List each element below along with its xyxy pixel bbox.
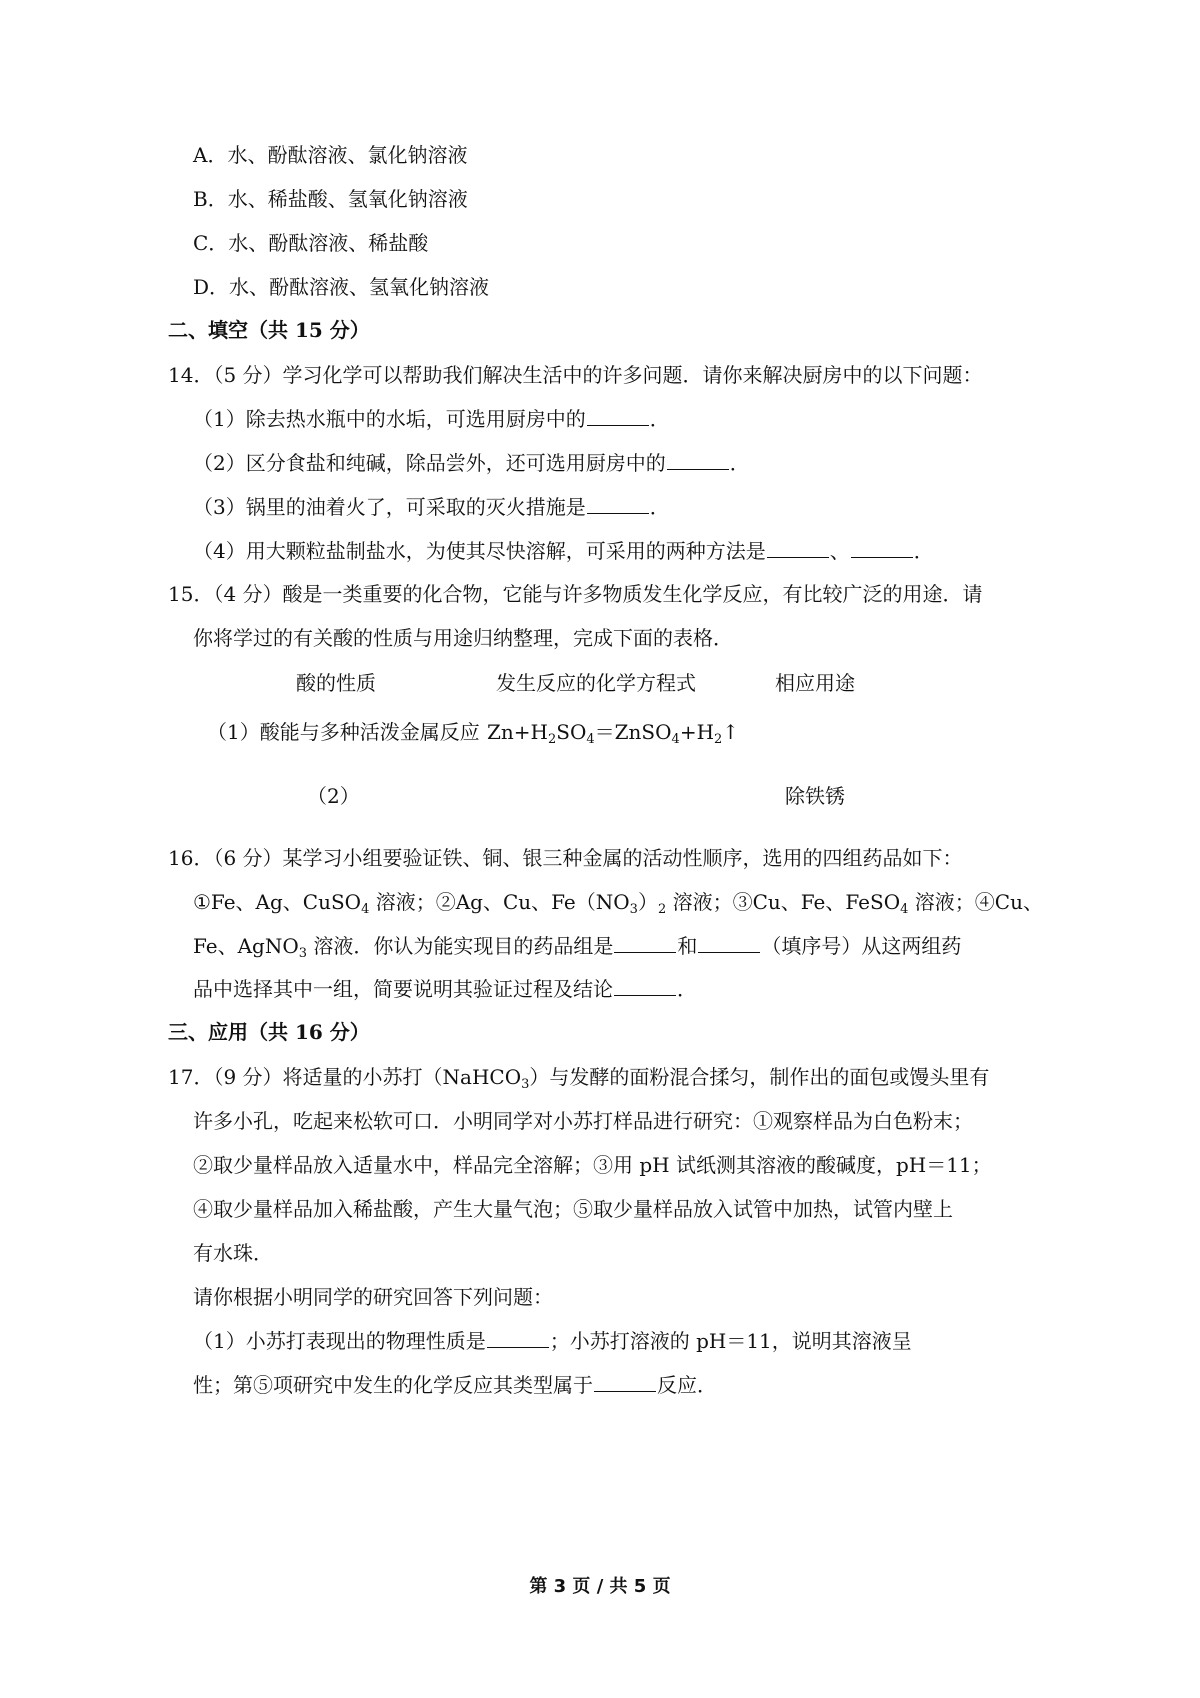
q16-line-2 (193, 888, 1043, 916)
gas-arrow: ↑ (722, 720, 740, 744)
q14-part-1-text: （1）除去热水瓶中的水垢，可选用厨房中的 (193, 407, 586, 431)
answer-blank[interactable] (851, 537, 913, 558)
q14-part-4-text: （4）用大颗粒盐制盐水，为使其尽快溶解，可采用的两种方法是 (193, 539, 766, 563)
q17-line-6: 请你根据小明同学的研究回答下列问题： (193, 1285, 553, 1309)
section-3-title: 三、应用（共 16 分） (168, 1020, 370, 1044)
eq-part: Zn+H (487, 720, 548, 744)
eq-sub: 4 (586, 732, 595, 747)
q14-part-2-text: （2）区分食盐和纯碱，除品尝外，还可选用厨房中的 (193, 451, 666, 475)
q14-stem: 14．（5 分）学习化学可以帮助我们解决生活中的许多问题．请你来解决厨房中的以下问题： (168, 363, 983, 387)
row-2-use: 除铁锈 (785, 784, 845, 808)
text: 溶液；④Cu、 (908, 890, 1043, 914)
q17-line-8 (193, 1371, 717, 1399)
sub: 2 (657, 902, 667, 917)
sub: 4 (900, 902, 909, 917)
period: ． (649, 495, 670, 519)
separator: 、 (829, 539, 850, 563)
text: 溶液；②Ag、Cu、Fe（NO (369, 890, 630, 914)
text: 品中选择其中一组，简要说明其验证过程及结论 (193, 977, 613, 1001)
eq-part: ＝ZnSO (594, 720, 672, 744)
section-2-title: 二、填空（共 15 分） (168, 318, 370, 342)
answer-blank[interactable] (698, 932, 760, 953)
sub: 4 (361, 902, 370, 917)
text: 溶液．你认为能实现目的药品组是 (307, 934, 614, 958)
option-c: C．水、酚酞溶液、稀盐酸 (193, 231, 429, 255)
text: 和 (677, 934, 698, 958)
table-header-equation: 发生反应的化学方程式 (496, 671, 696, 695)
table-header-use: 相应用途 (775, 671, 855, 695)
eq-sub: 2 (714, 732, 723, 747)
q16-line-4 (193, 975, 697, 1003)
table-header-property: 酸的性质 (296, 671, 376, 695)
text: Fe、AgNO (193, 934, 299, 958)
q14-part-3 (193, 493, 670, 521)
text: 反应． (657, 1373, 717, 1397)
q15-stem-1: 15．（4 分）酸是一类重要的化合物，它能与许多物质发生化学反应，有比较广泛的用途．请 (168, 582, 983, 606)
q17-line-7 (193, 1327, 912, 1355)
text: ）与发酵的面粉混合揉匀，制作出的面包或馒头里有 (529, 1065, 990, 1089)
sub: 3 (298, 946, 308, 961)
text: 性；第⑤项研究中发生的化学反应其类型属于 (193, 1373, 593, 1397)
q16-line-3 (193, 932, 961, 960)
row-1-property: （1）酸能与多种活泼金属反应 (207, 720, 480, 744)
row-1-equation (487, 718, 739, 746)
answer-blank[interactable] (594, 1371, 656, 1392)
text: ． (677, 977, 697, 1001)
option-b: B．水、稀盐酸、氢氧化钠溶液 (193, 187, 468, 211)
eq-part: +H (679, 720, 715, 744)
period: ． (913, 539, 934, 563)
answer-blank[interactable] (614, 975, 676, 996)
text: 溶液；③Cu、Fe、FeSO (666, 890, 901, 914)
q17-line-5: 有水珠． (193, 1241, 273, 1265)
eq-part: SO (556, 720, 587, 744)
q17-line-2: 许多小孔，吃起来松软可口．小明同学对小苏打样品进行研究：①观察样品为白色粉末； (193, 1109, 973, 1133)
answer-blank[interactable] (667, 449, 729, 470)
text: ①Fe、Ag、CuSO (193, 890, 362, 914)
answer-blank[interactable] (614, 932, 676, 953)
q14-part-4 (193, 537, 934, 565)
eq-sub: 2 (547, 732, 557, 747)
q16-line-1: 16．（6 分）某学习小组要验证铁、铜、银三种金属的活动性顺序，选用的四组药品如下： (168, 846, 963, 870)
answer-blank[interactable] (587, 493, 649, 514)
answer-blank[interactable] (587, 405, 649, 426)
row-2-property: （2） (307, 784, 360, 808)
q17-line-4: ④取少量样品加入稀盐酸，产生大量气泡；⑤取少量样品放入试管中加热，试管内壁上 (193, 1197, 953, 1221)
page-footer: 第 3 页 / 共 5 页 (529, 1576, 671, 1597)
text: （1）小苏打表现出的物理性质是 (193, 1329, 486, 1353)
q14-part-1 (193, 405, 670, 433)
answer-blank[interactable] (487, 1327, 549, 1348)
q17-line-1 (168, 1063, 989, 1091)
q14-part-2 (193, 449, 750, 477)
period: ． (649, 407, 670, 431)
q15-stem-2: 你将学过的有关酸的性质与用途归纳整理，完成下面的表格． (193, 626, 733, 650)
q14-part-3-text: （3）锅里的油着火了，可采取的灭火措施是 (193, 495, 586, 519)
sub: 3 (521, 1077, 530, 1092)
text: （填序号）从这两组药 (761, 934, 962, 958)
text: 17．（9 分）将适量的小苏打（NaHCO (168, 1065, 522, 1089)
period: ． (729, 451, 750, 475)
sub: 3 (629, 902, 638, 917)
text: ；小苏打溶液的 pH＝11，说明其溶液呈 (549, 1329, 912, 1353)
text: ） (637, 890, 658, 914)
answer-blank[interactable] (767, 537, 829, 558)
option-d: D．水、酚酞溶液、氢氧化钠溶液 (193, 275, 490, 299)
q17-line-3: ②取少量样品放入适量水中，样品完全溶解；③用 pH 试纸测其溶液的酸碱度，pH＝11； (193, 1153, 992, 1177)
eq-sub: 4 (671, 732, 680, 747)
option-a: A．水、酚酞溶液、氯化钠溶液 (193, 143, 468, 167)
